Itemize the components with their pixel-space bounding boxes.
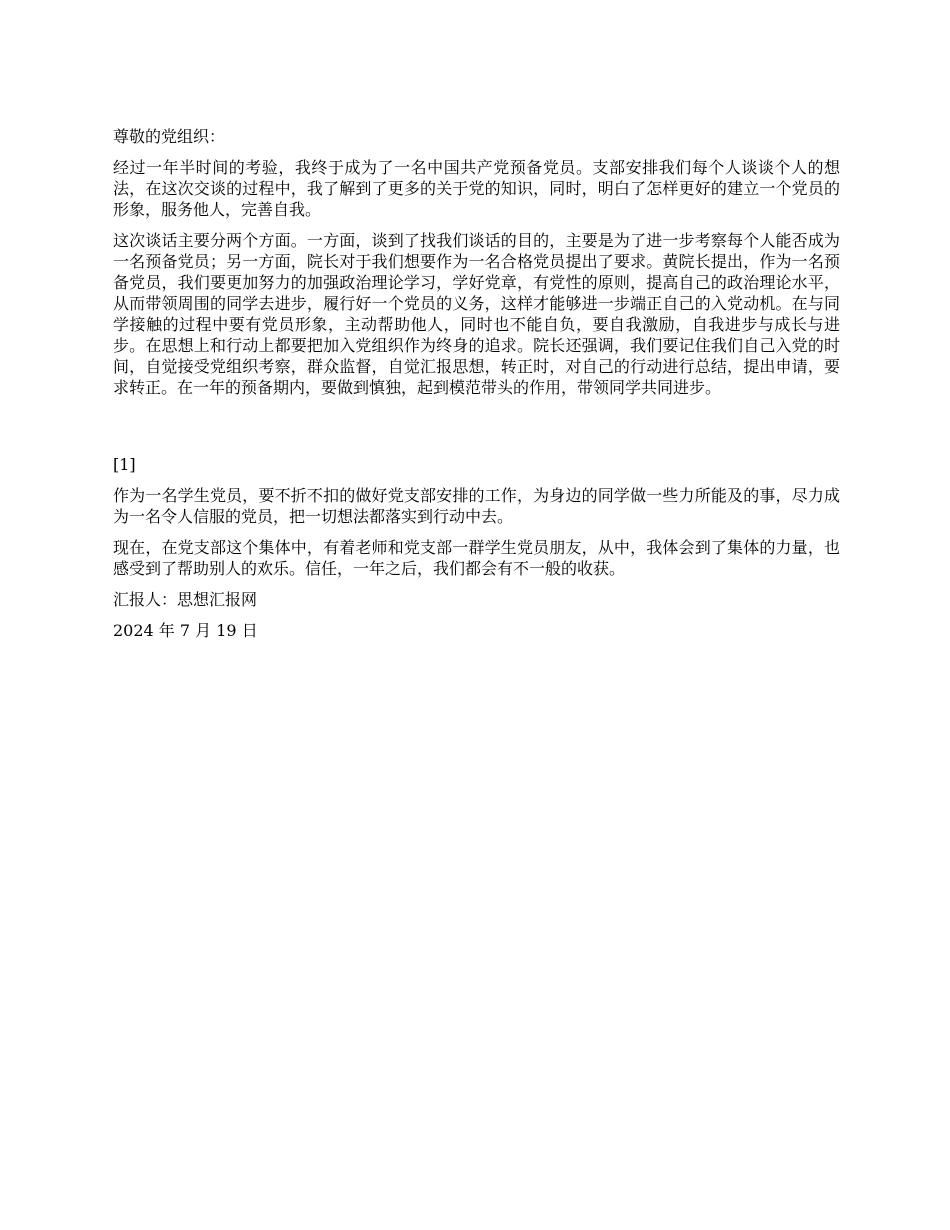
footnote-marker: [1] [113,455,136,474]
paragraph-2: 这次谈话主要分两个方面。一方面，谈到了找我们谈话的目的，主要是为了进一步考察每个人能否成为一名预备党员；另一方面，院长对于我们想要作为一名合格党员提出了要求。黄院长提出，作为一名预备党员，我们要更加努力的加强政治理论学习，学好党章，有党性的原则，提高自己的政治理论水平，从而带领周围的同学去进步，履行好一个党员的义务，这样才能够进一步端正自己的入党动机。在与同学接触的过程中要有党员形象，主动帮助他人，同时也不能自负，要自我激励，自我进步与成长与进步。在思想上和行动上都要把加入党组织作为终身的追求。院长还强调，我们要记住我们自己入党的时间，自觉接受党组织考察，群众监督，自觉汇报思想，转正时，对自己的行动进行总结，提出申请，要求转正。在一年的预备期内，要做到慎独，起到模范带头的作用，带领同学共同进步。 [113,231,840,397]
paragraph-4: 现在，在党支部这个集体中，有着老师和党支部一群学生党员朋友，从中，我体会到了集体的力量，也感受到了帮助别人的欢乐。信任，一年之后，我们都会有不一般的收获。 [113,538,840,578]
report-date: 2024 年 7 月 19 日 [113,621,258,640]
paragraph-3: 作为一名学生党员，要不折不扣的做好党支部安排的工作，为身边的同学做一些力所能及的事，尽力成为一名令人信服的党员，把一切想法都落实到行动中去。 [113,486,840,526]
reporter-signature: 汇报人：思想汇报网 [113,590,258,609]
document-body [113,126,840,651]
salutation: 尊敬的党组织： [113,127,226,146]
paragraph-1: 经过一年半时间的考验，我终于成为了一名中国共产党预备党员。支部安排我们每个人谈谈个人的想法，在这次交谈的过程中，我了解到了更多的关于党的知识，同时，明白了怎样更好的建立一个党员的形象，服务他人，完善自我。 [113,158,840,219]
blank-space [113,408,840,454]
